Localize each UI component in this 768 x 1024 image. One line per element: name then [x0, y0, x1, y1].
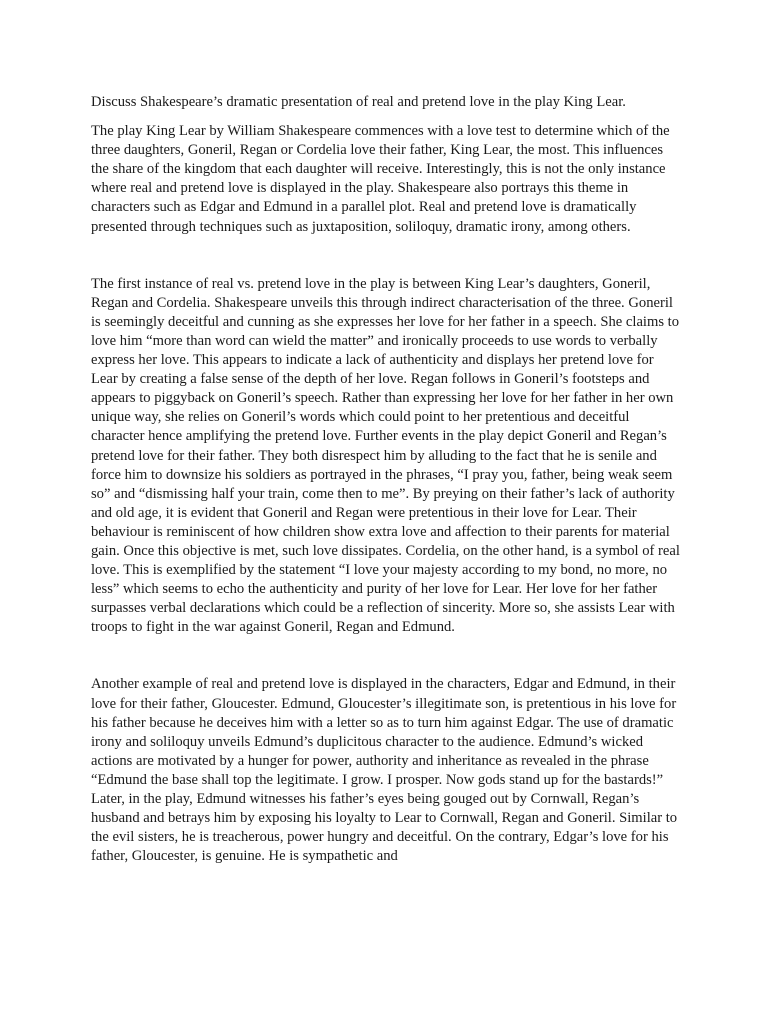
essay-title: Discuss Shakespeare’s dramatic presentation of real and pretend love in the play King Lear. [91, 94, 626, 110]
paragraph-edgar-edmund: Another example of real and pretend love is displayed in the characters, Edgar and Edmund, in their love for their father, Gloucester. Edmund, Gloucester’s illegitimate son, is pretentious in his love for his father because he deceives him with a letter so as to turn him against Edgar. The use of dramatic irony and soliloquy unveils Edmund’s duplicitous character to the audience. Edmund’s wicked actions are motivated by a hunger for power, authority and inheritance as revealed in the phrase “Edmund the base shall top the legitimate. I grow. I prosper. Now gods stand up for the bastards!” Later, in the play, Edmund witnesses his father’s eyes being gouged out by Cornwall, Regan’s husband and betrays him by exposing his loyalty to Lear to Cornwall, Regan and Goneril. Similar to the evil sisters, he is treacherous, power hungry and deceitful. On the contrary, Edgar’s love for his father, Gloucester, is genuine. He is sympathetic and [91, 676, 678, 865]
paragraph-daughters: The first instance of real vs. pretend love in the play is between King Lear’s daughters, Goneril, Regan and Cordelia. Shakespeare unveils this through indirect characterisation of the three. Goneril is seemingly deceitful and cunning as she expresses her love for her father in a speech. She claims to love him “more than word can wield the matter” and ironically proceeds to use words to verbally express her love. This appears to indicate a lack of authenticity and displays her pretend love for Lear by creating a false sense of the depth of her love. Regan follows in Goneril’s footsteps and appears to piggyback on Goneril’s speech. Rather than expressing her love for her father in her own unique way, she relies on Goneril’s words which could point to her pretentious and deceitful character hence amplifying the pretend love. Further events in the play depict Goneril and Regan’s pretend love for their father. They both disrespect him by alluding to the fact that he is senile and force him to downsize his soldiers as portrayed in the phrases, “I pray you, father, being weak seem so” and “dismissing half your train, come then to me”. By preying on their father’s lack of authority and old age, it is evident that Goneril and Regan were pretentious in their love for Lear. Their behaviour is reminiscent of how children show extra love and affection to their parents for material gain. Once this objective is met, such love dissipates. Cordelia, on the other hand, is a symbol of real love. This is exemplified by the statement “I love your majesty according to my bond, no more, no less” which seems to echo the authenticity and purity of her love for Lear. Her love for her father surpasses verbal declarations which could be a reflection of sincerity. More so, she assists Lear with troops to fight in the war against Goneril, Regan and Edmund. [91, 275, 680, 636]
paragraph-intro: The play King Lear by William Shakespeare commences with a love test to determine which of the three daughters, Goneril, Regan or Cordelia love their father, King Lear, the most. This influences the share of the kingdom that each daughter will receive. Interestingly, this is not the only instance where real and pretend love is displayed in the play. Shakespeare also portrays this theme in characters such as Edgar and Edmund in a parallel plot. Real and pretend love is dramatically presented through techniques such as juxtaposition, soliloquy, dramatic irony, among others. [91, 123, 670, 235]
document-page [91, 93, 681, 866]
